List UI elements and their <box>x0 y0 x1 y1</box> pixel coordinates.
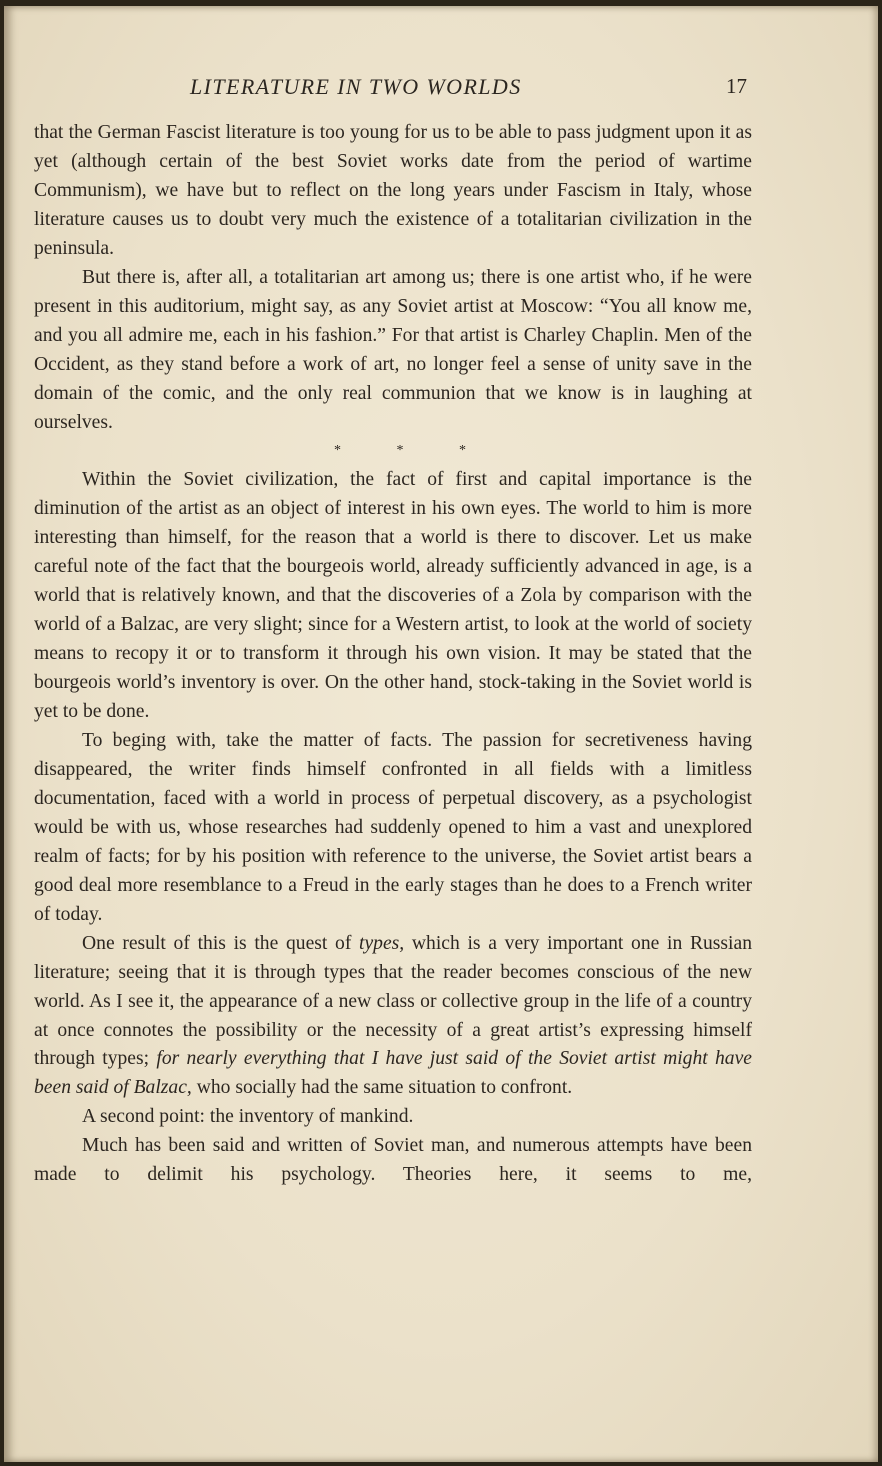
book-page <box>4 6 878 1462</box>
paragraph-continuation: that the German Fascist literature is too young for us to be able to pass judgment upon it as yet (although certain of the best Soviet works date from the period of wartime Communism), we have but to reflect on the long years under Fascism in Italy, whose literature causes us to doubt very much the existence of a totalitarian civilization in the peninsula. <box>34 122 752 259</box>
paragraph-soviet-man: Much has been said and written of Soviet man, and numerous attempts have been made to delimit his psychology. Theories here, it seems to me, <box>34 1135 752 1186</box>
page-number: 17 <box>726 74 747 98</box>
body-text <box>34 119 752 1190</box>
paragraph-types <box>34 930 752 1104</box>
paragraph-soviet-civilization: Within the Soviet civilization, the fact of first and capital importance is the diminution of the artist as an object of interest in his own eyes. The world to him is more interesting than himself, for the reason that a world is there to discover. Let us make careful note of the fact that the bourgeois world, already sufficiently advanced in age, is a world that is relatively known, and that the discoveries of a Zola by comparison with the world of a Balzac, are very slight; since for a Western artist, to look at the world of society means to recopy it or to transform it through his own vision. It may be stated that the bourgeois world’s inventory is over. On the other hand, stock-taking in the Soviet world is yet to be done. <box>34 469 752 723</box>
emphasis-balzac: for nearly everything that I have just said of the Soviet artist might have been said of Balzac, <box>34 1048 752 1099</box>
emphasis-types: types, <box>359 932 405 954</box>
paragraph-types-start: One result of this is the quest of <box>82 932 360 954</box>
section-separator: * * * <box>334 443 492 459</box>
running-title: LITERATURE IN TWO WORLDS <box>190 74 522 99</box>
paragraph-types-end: who socially had the same situation to confront. <box>191 1077 573 1099</box>
paragraph-chaplin: But there is, after all, a totalitarian art among us; there is one artist who, if he were present in this auditorium, might say, as any Soviet artist at Moscow: “You all know me, and you all admire me, each in his fashion.” For that artist is Charley Chaplin. Men of the Occident, as they stand before a work of art, no longer feel a sense of unity save in the domain of the comic, and the only real communion that we know is in laughing at ourselves. <box>34 266 752 433</box>
paragraph-facts: To beging with, take the matter of facts. The passion for secretiveness having disappeared, the writer finds himself confronted in all fields with a limitless documentation, faced with a world in process of perpetual discovery, as a psychologist would be with us, whose researches had suddenly opened to him a vast and unexplored realm of facts; for by his position with reference to the universe, the Soviet artist bears a good deal more resemblance to a Freud in the early stages than he does to a French writer of today. <box>34 730 752 925</box>
paragraph-inventory-of-mankind: A second point: the inventory of mankind. <box>82 1106 414 1128</box>
paragraph-types-middle: which is a very important one in Russian literature; seeing that it is through types that the reader becomes conscious of the new world. As I see it, the appearance of a new class or collective group in the life of a country at once connotes the possibility or the necessity of a great artist’s expressing himself through types; <box>34 932 752 1070</box>
running-head <box>4 74 878 108</box>
